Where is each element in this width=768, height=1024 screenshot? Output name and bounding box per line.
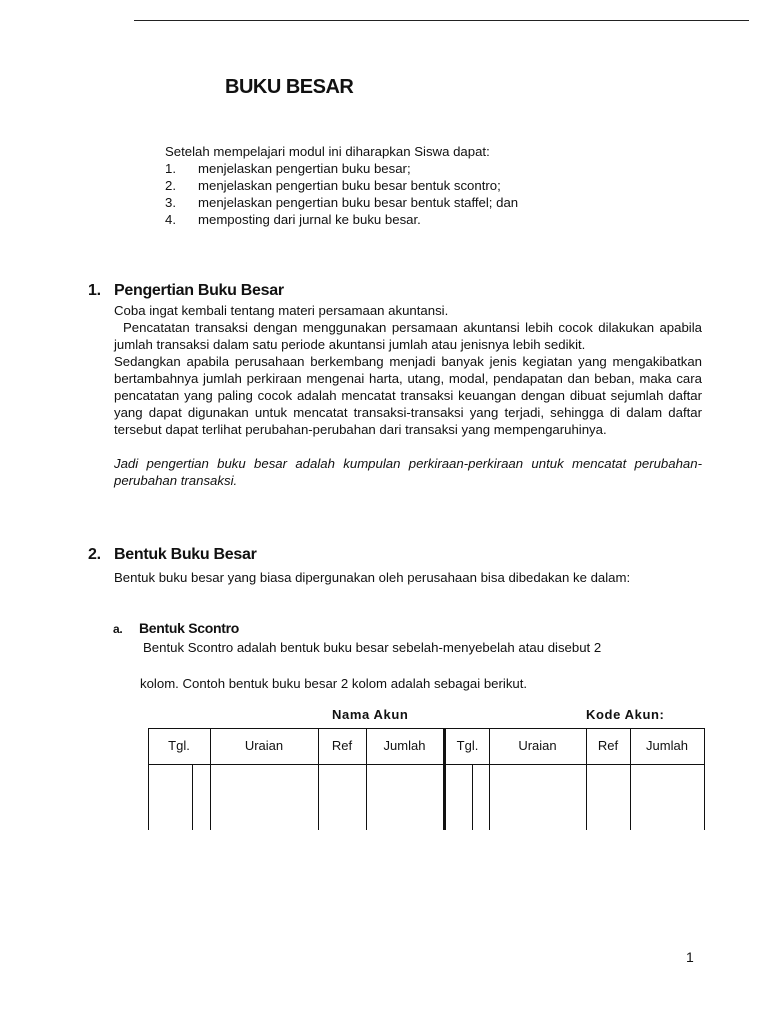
ledger-header-border <box>148 764 705 765</box>
page-number: 1 <box>686 949 694 965</box>
account-name-label: Nama Akun <box>332 707 409 722</box>
section-1-definition: Jadi pengertian buku besar adalah kumpulan perkiraan-perkiraan untuk mencatat perubahan-perubahan transaksi. <box>114 456 702 488</box>
section-2-heading: 2. Bentuk Buku Besar <box>88 546 257 563</box>
objective-item: 1. menjelaskan pengertian buku besar; <box>165 161 411 176</box>
page-title: BUKU BESAR <box>225 76 354 98</box>
ledger-header-amount: Jumlah <box>646 738 688 753</box>
ledger-header-date: Tgl. <box>456 738 479 753</box>
section-2-intro: Bentuk buku besar yang biasa dipergunakan oleh perusahaan bisa dibedakan ke dalam: <box>114 570 631 585</box>
ledger-column-line <box>704 728 705 830</box>
ledger-header-description: Uraian <box>518 738 557 753</box>
ledger-column-line <box>192 764 193 830</box>
objectives-intro: Setelah mempelajari modul ini diharapkan Siswa dapat: <box>165 144 490 159</box>
objective-item: 2. menjelaskan pengertian buku besar bentuk scontro; <box>165 178 501 193</box>
section-1-paragraph: Coba ingat kembali tentang materi persamaan akuntansi. <box>114 303 449 318</box>
ledger-header-ref: Ref <box>331 738 353 753</box>
ledger-table <box>148 728 705 830</box>
account-code-label: Kode Akun: <box>586 707 665 722</box>
objective-item: 4. memposting dari jurnal ke buku besar. <box>165 212 421 227</box>
subsection-a-paragraph: Bentuk Scontro adalah bentuk buku besar sebelah-menyebelah atau disebut 2 <box>143 640 602 655</box>
section-1-body <box>114 302 702 489</box>
ledger-column-line <box>472 764 473 830</box>
section-1-paragraph: Pencatatan transaksi dengan menggunakan persamaan akuntansi lebih cocok dilakukan apabila jumlah transaksi dalam satu periode akuntansi jumlah atau jenisnya lebih sedikit. <box>114 320 702 352</box>
subsection-a-heading: a. Bentuk Scontro <box>113 620 240 636</box>
section-1-heading: 1. Pengertian Buku Besar <box>88 282 284 299</box>
subsection-a-paragraph: kolom. Contoh bentuk buku besar 2 kolom adalah sebagai berikut. <box>140 676 528 691</box>
top-rule <box>134 20 749 21</box>
ledger-header-date: Tgl. <box>168 738 190 753</box>
objective-item: 3. menjelaskan pengertian buku besar bentuk staffel; dan <box>165 195 519 210</box>
objectives <box>165 143 518 228</box>
section-1-paragraph: Sedangkan apabila perusahaan berkembang menjadi banyak jenis kegiatan yang mengakibatkan bertambahnya jumlah perkiraan mengenai harta, utang, modal, pendapatan dan beban, maka cara pencatatan yang paling cocok adalah mencatat transaksi keuangan dengan dibuat sejumlah daftar yang dapat digunakan untuk mencatat transaksi-transaksi yang terjadi, sehingga di dalam daftar tersebut dapat terlihat perubahan-perubahan dari transaksi yang mempengaruhinya. <box>114 354 702 437</box>
ledger-header-description: Uraian <box>244 738 284 753</box>
ledger-header-ref: Ref <box>597 738 619 753</box>
ledger-header-amount: Jumlah <box>383 738 426 753</box>
